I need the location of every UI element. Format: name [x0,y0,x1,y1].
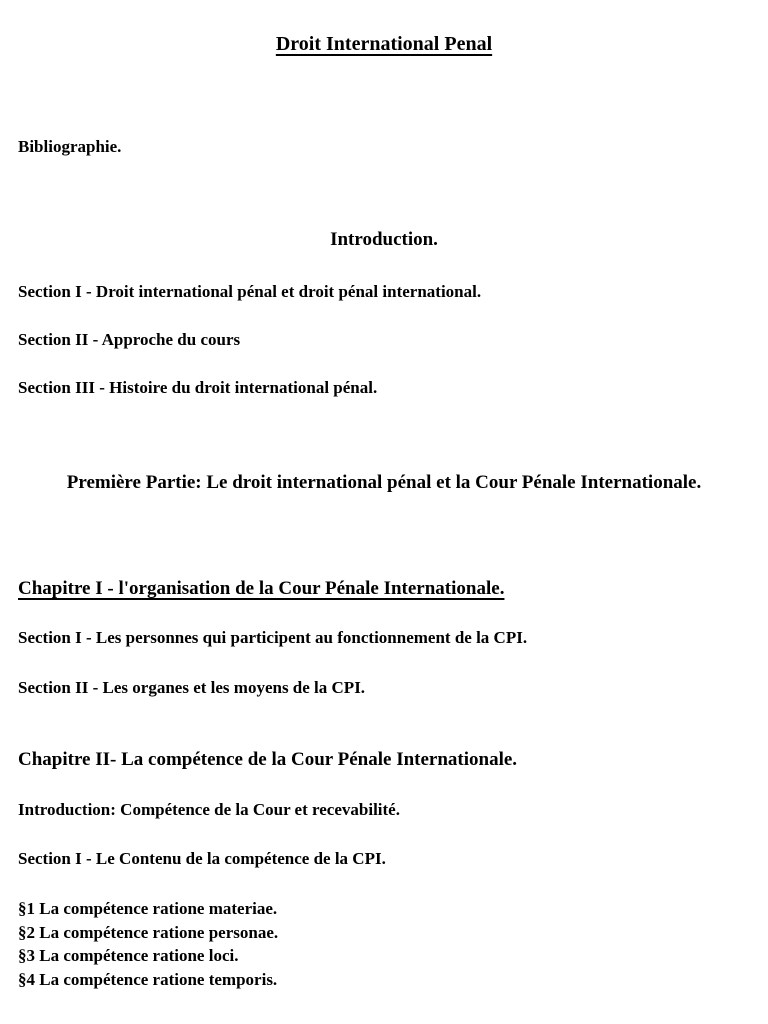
chapter-two-introduction: Introduction: Compétence de la Cour et recevabilité. [18,800,400,819]
part-one-heading: Première Partie: Le droit international pénal et la Cour Pénale Internationale. [66,472,702,493]
chapter-two-heading: Chapitre II- La compétence de la Cour Pénale Internationale. [18,749,518,770]
chapter-one-section-1: Section I - Les personnes qui participent au fonctionnement de la CPI. [18,628,528,647]
chapter-one-heading: Chapitre I - l'organisation de la Cour Pénale Internationale. [18,578,505,599]
paragraph-4: §4 La compétence ratione temporis. [18,970,278,989]
chapter-one-section-2: Section II - Les organes et les moyens de la CPI. [18,678,366,697]
intro-section-1: Section I - Droit international pénal et droit pénal international. [18,282,482,301]
paragraph-1: §1 La compétence ratione materiae. [18,899,278,918]
document-title-text: Droit International Penal [275,33,493,55]
intro-section-2: Section II - Approche du cours [18,330,241,349]
bibliography-heading: Bibliographie. [18,137,122,156]
document-title [0,31,768,57]
introduction-heading: Introduction. [330,229,438,250]
paragraph-2: §2 La compétence ratione personae. [18,923,279,942]
paragraph-3: §3 La compétence ratione loci. [18,946,239,965]
chapter-two-section-1: Section I - Le Contenu de la compétence de la CPI. [18,849,386,868]
intro-section-3: Section III - Histoire du droit international pénal. [18,378,378,397]
